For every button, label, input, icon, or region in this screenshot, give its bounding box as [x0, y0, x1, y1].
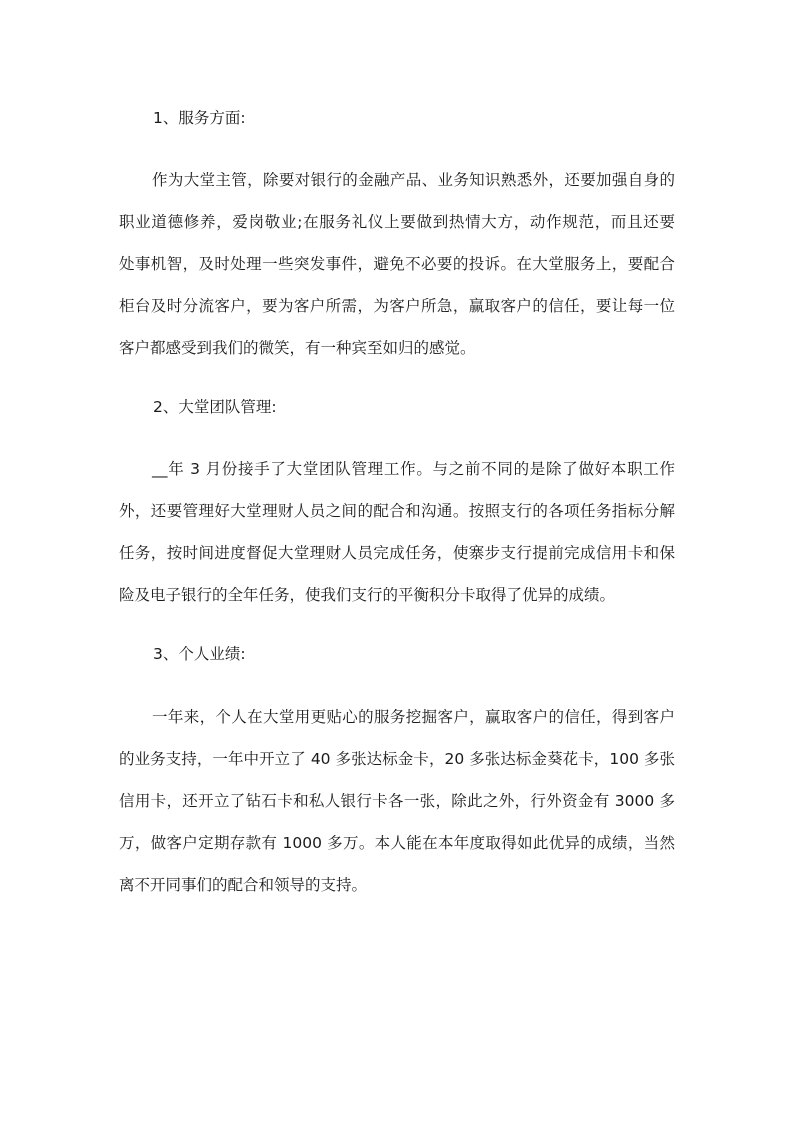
- paragraph-line: __年 3 月份接手了大堂团队管理工作。与之前不同的是除了做好本职工作: [152, 460, 675, 478]
- paragraph-line: 险及电子银行的全年任务，使我们支行的平衡积分卡取得了优异的成绩。: [119, 586, 616, 604]
- paragraph-line: 信用卡，还开立了钻石卡和私人银行卡各一张，除此之外，行外资金有 3000 多: [119, 792, 675, 810]
- paragraph-line: 处事机智，及时处理一些突发事件，避免不必要的投诉。在大堂服务上，要配合: [119, 255, 675, 273]
- paragraph-line: 任务，按时间进度督促大堂理财人员完成任务，使寨步支行提前完成信用卡和保: [119, 544, 675, 562]
- section-heading-performance: 3、个人业绩:: [153, 645, 246, 663]
- paragraph-line: 外，还要管理好大堂理财人员之间的配合和沟通。按照支行的各项任务指标分解: [119, 502, 675, 520]
- paragraph-line: 柜台及时分流客户，要为客户所需，为客户所急，赢取客户的信任，要让每一位: [119, 297, 675, 315]
- paragraph-line: 的业务支持，一年中开立了 40 多张达标金卡，20 多张达标金葵花卡，100 多张: [119, 750, 675, 768]
- paragraph-line: 一年来，个人在大堂用更贴心的服务挖掘客户，赢取客户的信任，得到客户: [152, 708, 675, 726]
- paragraph-line: 职业道德修养，爱岗敬业;在服务礼仪上要做到热情大方，动作规范，而且还要: [119, 213, 675, 231]
- paragraph-line: 客户都感受到我们的微笑，有一种宾至如归的感觉。: [119, 339, 476, 357]
- paragraph-line: 万，做客户定期存款有 1000 多万。本人能在本年度取得如此优异的成绩，当然: [119, 834, 675, 852]
- paragraph-line: 离不开同事们的配合和领导的支持。: [119, 876, 368, 894]
- section-heading-service: 1、服务方面:: [153, 109, 246, 127]
- section-heading-team-management: 2、大堂团队管理:: [153, 398, 277, 416]
- paragraph-line: 作为大堂主管，除要对银行的金融产品、业务知识熟悉外，还要加强自身的: [152, 171, 675, 189]
